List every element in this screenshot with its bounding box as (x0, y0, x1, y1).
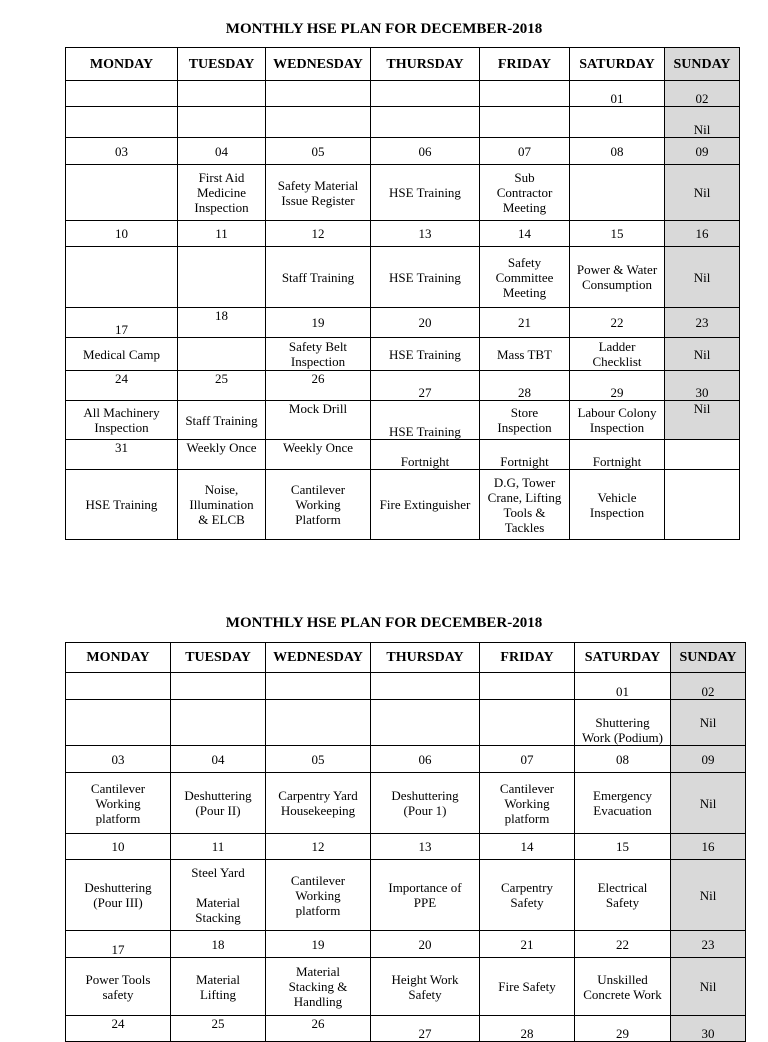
activity-cell: Ladder Checklist (570, 338, 665, 371)
table-row (66, 1016, 746, 1042)
date-cell: 27 (371, 371, 480, 401)
activity-cell: Labour Colony Inspection (570, 401, 665, 440)
table-row (66, 860, 746, 931)
date-cell: 15 (575, 834, 671, 860)
hse-plan-table-1 (65, 47, 740, 540)
activity-cell: Staff Training (178, 401, 266, 440)
activity-cell: Nil (665, 338, 740, 371)
activity-cell: Mass TBT (480, 338, 570, 371)
activity-cell (66, 247, 178, 308)
date-cell: 30 (671, 1016, 746, 1042)
date-cell: 03 (66, 746, 171, 773)
date-cell: 15 (570, 221, 665, 247)
date-cell: 10 (66, 834, 171, 860)
activity-cell: Power Tools safety (66, 958, 171, 1016)
table-row (66, 931, 746, 958)
activity-cell: Nil (665, 247, 740, 308)
date-cell: 14 (480, 221, 570, 247)
activity-cell: Height Work Safety (371, 958, 480, 1016)
activity-cell: Nil (665, 107, 740, 138)
header-monday: MONDAY (66, 643, 171, 673)
date-cell: 20 (371, 308, 480, 338)
date-cell: 22 (570, 308, 665, 338)
activity-cell: First Aid Medicine Inspection (178, 165, 266, 221)
date-cell: 26 (266, 371, 371, 401)
activity-cell: Nil (671, 860, 746, 931)
table-row (66, 81, 740, 107)
date-cell (266, 81, 371, 107)
date-cell: 04 (178, 138, 266, 165)
activity-cell: Safety Belt Inspection (266, 338, 371, 371)
date-cell: 12 (266, 221, 371, 247)
date-cell: 23 (665, 308, 740, 338)
table-row (66, 773, 746, 834)
activity-cell: Electrical Safety (575, 860, 671, 931)
date-cell: 29 (575, 1016, 671, 1042)
header-friday: FRIDAY (480, 48, 570, 81)
activity-cell (480, 107, 570, 138)
table-row (66, 138, 740, 165)
frequency-cell: Weekly Once (266, 440, 371, 470)
plan-title-1: MONTHLY HSE PLAN FOR DECEMBER-2018 (225, 21, 543, 37)
activity-cell: Emergency Evacuation (575, 773, 671, 834)
table-row (66, 308, 740, 338)
date-cell (171, 673, 266, 700)
header-sunday: SUNDAY (665, 48, 740, 81)
date-cell: 18 (178, 308, 266, 338)
date-cell: 02 (671, 673, 746, 700)
table-row (66, 247, 740, 308)
date-cell: 04 (171, 746, 266, 773)
date-cell: 09 (665, 138, 740, 165)
date-cell: 16 (671, 834, 746, 860)
header-monday: MONDAY (66, 48, 178, 81)
activity-cell: Nil (671, 958, 746, 1016)
activity-cell: HSE Training (66, 470, 178, 540)
table-row (66, 470, 740, 540)
date-cell: 30 (665, 371, 740, 401)
date-cell: 31 (66, 440, 178, 470)
activity-cell: Material Stacking & Handling (266, 958, 371, 1016)
table-row (66, 165, 740, 221)
date-cell: 25 (171, 1016, 266, 1042)
activity-cell: Cantilever Working platform (266, 860, 371, 931)
activity-cell (66, 107, 178, 138)
activity-cell (266, 107, 371, 138)
activity-cell: D.G, Tower Crane, Lifting Tools & Tackles (480, 470, 570, 540)
activity-cell: Importance of PPE (371, 860, 480, 931)
table-row (66, 338, 740, 371)
activity-cell (178, 338, 266, 371)
activity-cell (171, 700, 266, 746)
activity-cell: Mock Drill (266, 401, 371, 440)
activity-cell (371, 700, 480, 746)
date-cell: 11 (171, 834, 266, 860)
activity-cell: Nil (671, 700, 746, 746)
table-row (66, 440, 740, 470)
activity-cell (66, 165, 178, 221)
activity-cell: Cantilever Working platform (480, 773, 575, 834)
header-thursday: THURSDAY (371, 643, 480, 673)
activity-cell (178, 247, 266, 308)
date-cell: 23 (671, 931, 746, 958)
date-cell: 07 (480, 746, 575, 773)
date-cell: 19 (266, 308, 371, 338)
activity-cell: Nil (665, 401, 740, 440)
date-cell: 08 (570, 138, 665, 165)
date-cell: 13 (371, 221, 480, 247)
activity-cell: Noise, Illumination & ELCB (178, 470, 266, 540)
activity-cell: HSE Training (371, 401, 480, 440)
date-cell: 20 (371, 931, 480, 958)
header-saturday: SATURDAY (575, 643, 671, 673)
date-cell: 27 (371, 1016, 480, 1042)
table-row (66, 107, 740, 138)
activity-cell: Sub Contractor Meeting (480, 165, 570, 221)
activity-cell: Shuttering Work (Podium) (575, 700, 671, 746)
date-cell (66, 81, 178, 107)
activity-cell (371, 107, 480, 138)
date-cell: 24 (66, 1016, 171, 1042)
frequency-cell: Fortnight (371, 440, 480, 470)
activity-cell: Medical Camp (66, 338, 178, 371)
activity-cell (178, 107, 266, 138)
date-cell: 25 (178, 371, 266, 401)
activity-cell: Deshuttering (Pour III) (66, 860, 171, 931)
date-cell: 12 (266, 834, 371, 860)
date-cell: 14 (480, 834, 575, 860)
header-saturday: SATURDAY (570, 48, 665, 81)
date-cell: 21 (480, 308, 570, 338)
activity-cell: Safety Material Issue Register (266, 165, 371, 221)
activity-cell: Cantilever Working Platform (266, 470, 371, 540)
frequency-cell: Fortnight (570, 440, 665, 470)
date-cell (371, 81, 480, 107)
date-cell: 26 (266, 1016, 371, 1042)
header-wednesday: WEDNESDAY (266, 48, 371, 81)
activity-cell (570, 165, 665, 221)
date-cell: 06 (371, 746, 480, 773)
date-cell: 07 (480, 138, 570, 165)
date-cell (480, 673, 575, 700)
activity-cell: Carpentry Safety (480, 860, 575, 931)
activity-cell (480, 700, 575, 746)
date-cell (480, 81, 570, 107)
date-cell: 01 (570, 81, 665, 107)
date-cell: 03 (66, 138, 178, 165)
header-sunday: SUNDAY (671, 643, 746, 673)
empty-cell (665, 440, 740, 470)
header-friday: FRIDAY (480, 643, 575, 673)
date-cell: 02 (665, 81, 740, 107)
date-cell: 17 (66, 308, 178, 338)
date-cell: 24 (66, 371, 178, 401)
activity-cell: Vehicle Inspection (570, 470, 665, 540)
activity-cell: Unskilled Concrete Work (575, 958, 671, 1016)
date-cell: 06 (371, 138, 480, 165)
table-row (66, 371, 740, 401)
activity-cell (66, 700, 171, 746)
date-cell: 28 (480, 371, 570, 401)
date-cell: 05 (266, 746, 371, 773)
hse-plan-table-2 (65, 642, 746, 1042)
date-cell: 21 (480, 931, 575, 958)
date-cell: 05 (266, 138, 371, 165)
date-cell: 08 (575, 746, 671, 773)
frequency-cell: Fortnight (480, 440, 570, 470)
date-cell: 01 (575, 673, 671, 700)
activity-cell: Fire Safety (480, 958, 575, 1016)
activity-cell: Nil (665, 165, 740, 221)
activity-cell: HSE Training (371, 165, 480, 221)
header-wednesday: WEDNESDAY (266, 643, 371, 673)
date-cell: 18 (171, 931, 266, 958)
table-row (66, 673, 746, 700)
date-cell: 22 (575, 931, 671, 958)
date-cell: 17 (66, 931, 171, 958)
date-cell (178, 81, 266, 107)
activity-cell: Steel Yard Material Stacking (171, 860, 266, 931)
activity-cell: Cantilever Working platform (66, 773, 171, 834)
date-cell: 29 (570, 371, 665, 401)
date-cell: 11 (178, 221, 266, 247)
activity-cell: Store Inspection (480, 401, 570, 440)
frequency-cell: Weekly Once (178, 440, 266, 470)
date-cell: 28 (480, 1016, 575, 1042)
activity-cell (266, 700, 371, 746)
table-row (66, 401, 740, 440)
date-cell (66, 673, 171, 700)
date-cell: 19 (266, 931, 371, 958)
date-cell: 13 (371, 834, 480, 860)
activity-cell: Safety Committee Meeting (480, 247, 570, 308)
activity-cell: HSE Training (371, 247, 480, 308)
header-tuesday: TUESDAY (178, 48, 266, 81)
activity-cell: Deshuttering (Pour II) (171, 773, 266, 834)
table-row (66, 700, 746, 746)
date-cell: 09 (671, 746, 746, 773)
table-row (66, 834, 746, 860)
activity-cell: Staff Training (266, 247, 371, 308)
activity-cell: All Machinery Inspection (66, 401, 178, 440)
date-cell (266, 673, 371, 700)
plan-title-2: MONTHLY HSE PLAN FOR DECEMBER-2018 (225, 615, 543, 631)
activity-cell: HSE Training (371, 338, 480, 371)
header-tuesday: TUESDAY (171, 643, 266, 673)
date-cell: 16 (665, 221, 740, 247)
table-row (66, 746, 746, 773)
activity-cell: Material Lifting (171, 958, 266, 1016)
activity-cell: Carpentry Yard Housekeeping (266, 773, 371, 834)
table-row (66, 221, 740, 247)
table-row (66, 958, 746, 1016)
header-thursday: THURSDAY (371, 48, 480, 81)
activity-cell: Power & Water Consumption (570, 247, 665, 308)
activity-cell: Fire Extinguisher (371, 470, 480, 540)
empty-cell (665, 470, 740, 540)
activity-cell: Nil (671, 773, 746, 834)
date-cell (371, 673, 480, 700)
activity-cell (570, 107, 665, 138)
date-cell: 10 (66, 221, 178, 247)
activity-cell: Deshuttering (Pour 1) (371, 773, 480, 834)
